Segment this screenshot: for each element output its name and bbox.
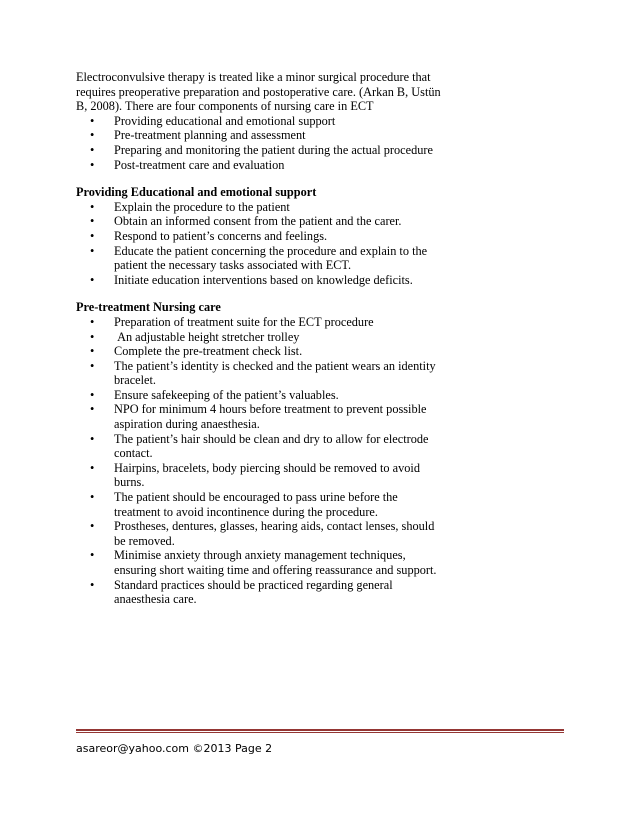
bullet-icon: • xyxy=(90,214,95,229)
bullet-icon: • xyxy=(90,314,95,329)
list-item xyxy=(76,461,446,490)
list-item xyxy=(76,244,446,273)
page-footer: asareor@yahoo.com ©2013 Page 2 xyxy=(76,742,273,755)
list-item xyxy=(76,490,446,519)
bullet-icon: • xyxy=(90,490,95,505)
list-item-text: Providing educational and emotional support xyxy=(114,113,336,128)
pretreatment-list xyxy=(76,315,446,607)
bullet-icon: • xyxy=(90,272,95,287)
bullet-icon: • xyxy=(90,157,95,172)
list-item-text: Obtain an informed consent from the patient and the carer. xyxy=(114,214,402,229)
bullet-icon: • xyxy=(90,243,95,258)
list-item-text: NPO for minimum 4 hours before treatment to prevent possible aspiration during anaesthesia. xyxy=(114,402,427,432)
bullet-icon: • xyxy=(90,402,95,417)
bullet-icon: • xyxy=(90,128,95,143)
list-item xyxy=(76,344,446,359)
list-item xyxy=(76,359,446,388)
list-item-text: Standard practices should be practiced regarding general anaesthesia care. xyxy=(114,577,393,607)
list-item-text: The patient’s identity is checked and the patient wears an identity bracelet. xyxy=(114,358,436,388)
list-item xyxy=(76,578,446,607)
list-item-text: An adjustable height stretcher trolley xyxy=(114,329,300,344)
list-item-text: Preparation of treatment suite for the ECT procedure xyxy=(114,314,374,329)
list-item xyxy=(76,388,446,403)
list-item xyxy=(76,548,446,577)
list-item xyxy=(76,402,446,431)
bullet-icon: • xyxy=(90,344,95,359)
bullet-icon: • xyxy=(90,358,95,373)
list-item xyxy=(76,214,446,229)
list-item xyxy=(76,315,446,330)
list-item xyxy=(76,143,446,158)
list-item-text: Ensure safekeeping of the patient’s valuables. xyxy=(114,387,339,402)
list-item-text: Post-treatment care and evaluation xyxy=(114,157,285,172)
bullet-icon: • xyxy=(90,387,95,402)
list-item-text: Minimise anxiety through anxiety management techniques, ensuring short waiting time and offering reassurance and support. xyxy=(114,548,437,577)
list-item-text: Prostheses, dentures, glasses, hearing aids, contact lenses, should be removed. xyxy=(114,519,435,548)
list-item xyxy=(76,273,446,288)
bullet-icon: • xyxy=(90,113,95,128)
list-item-text: The patient’s hair should be clean and dry to allow for electrode contact. xyxy=(114,431,429,461)
education-list xyxy=(76,200,446,288)
list-item-text: Pre-treatment planning and assessment xyxy=(114,128,306,143)
bullet-icon: • xyxy=(90,199,95,214)
list-item xyxy=(76,519,446,548)
bullet-icon: • xyxy=(90,142,95,157)
bullet-icon: • xyxy=(90,329,95,344)
list-item xyxy=(76,128,446,143)
list-item xyxy=(76,158,446,173)
list-item-text: Respond to patient’s concerns and feelings. xyxy=(114,228,328,243)
intro-components-list xyxy=(76,114,446,172)
list-item-text: Educate the patient concerning the procedure and explain to the patient the necessary tasks associated with ECT. xyxy=(114,243,428,273)
page-body xyxy=(76,70,446,607)
bullet-icon: • xyxy=(90,228,95,243)
list-item-text: Hairpins, bracelets, body piercing should be removed to avoid burns. xyxy=(114,460,420,490)
bullet-icon: • xyxy=(90,519,95,534)
footer-rule-secondary xyxy=(76,732,564,733)
education-section-heading: Providing Educational and emotional support xyxy=(76,185,317,200)
list-item-text: Initiate education interventions based on knowledge deficits. xyxy=(114,272,413,287)
pretreatment-section-heading: Pre-treatment Nursing care xyxy=(76,300,221,315)
list-item xyxy=(76,200,446,215)
list-item xyxy=(76,432,446,461)
list-item-text: Complete the pre-treatment check list. xyxy=(114,344,303,359)
list-item xyxy=(76,229,446,244)
bullet-icon: • xyxy=(90,431,95,446)
list-item-text: Explain the procedure to the patient xyxy=(114,199,290,214)
list-item xyxy=(76,114,446,129)
bullet-icon: • xyxy=(90,577,95,592)
list-item-text: Preparing and monitoring the patient during the actual procedure xyxy=(114,142,433,157)
intro-paragraph: Electroconvulsive therapy is treated like a minor surgical procedure that requires preoperative preparation and postoperative care. (Arkan B, Ustün B, 2008). There are four components of nursing care in ECT xyxy=(76,70,441,114)
list-item-text: The patient should be encouraged to pass urine before the treatment to avoid incontinence during the procedure. xyxy=(114,490,398,519)
bullet-icon: • xyxy=(90,548,95,563)
list-item xyxy=(76,330,446,345)
bullet-icon: • xyxy=(90,460,95,475)
footer-rule xyxy=(76,729,564,731)
